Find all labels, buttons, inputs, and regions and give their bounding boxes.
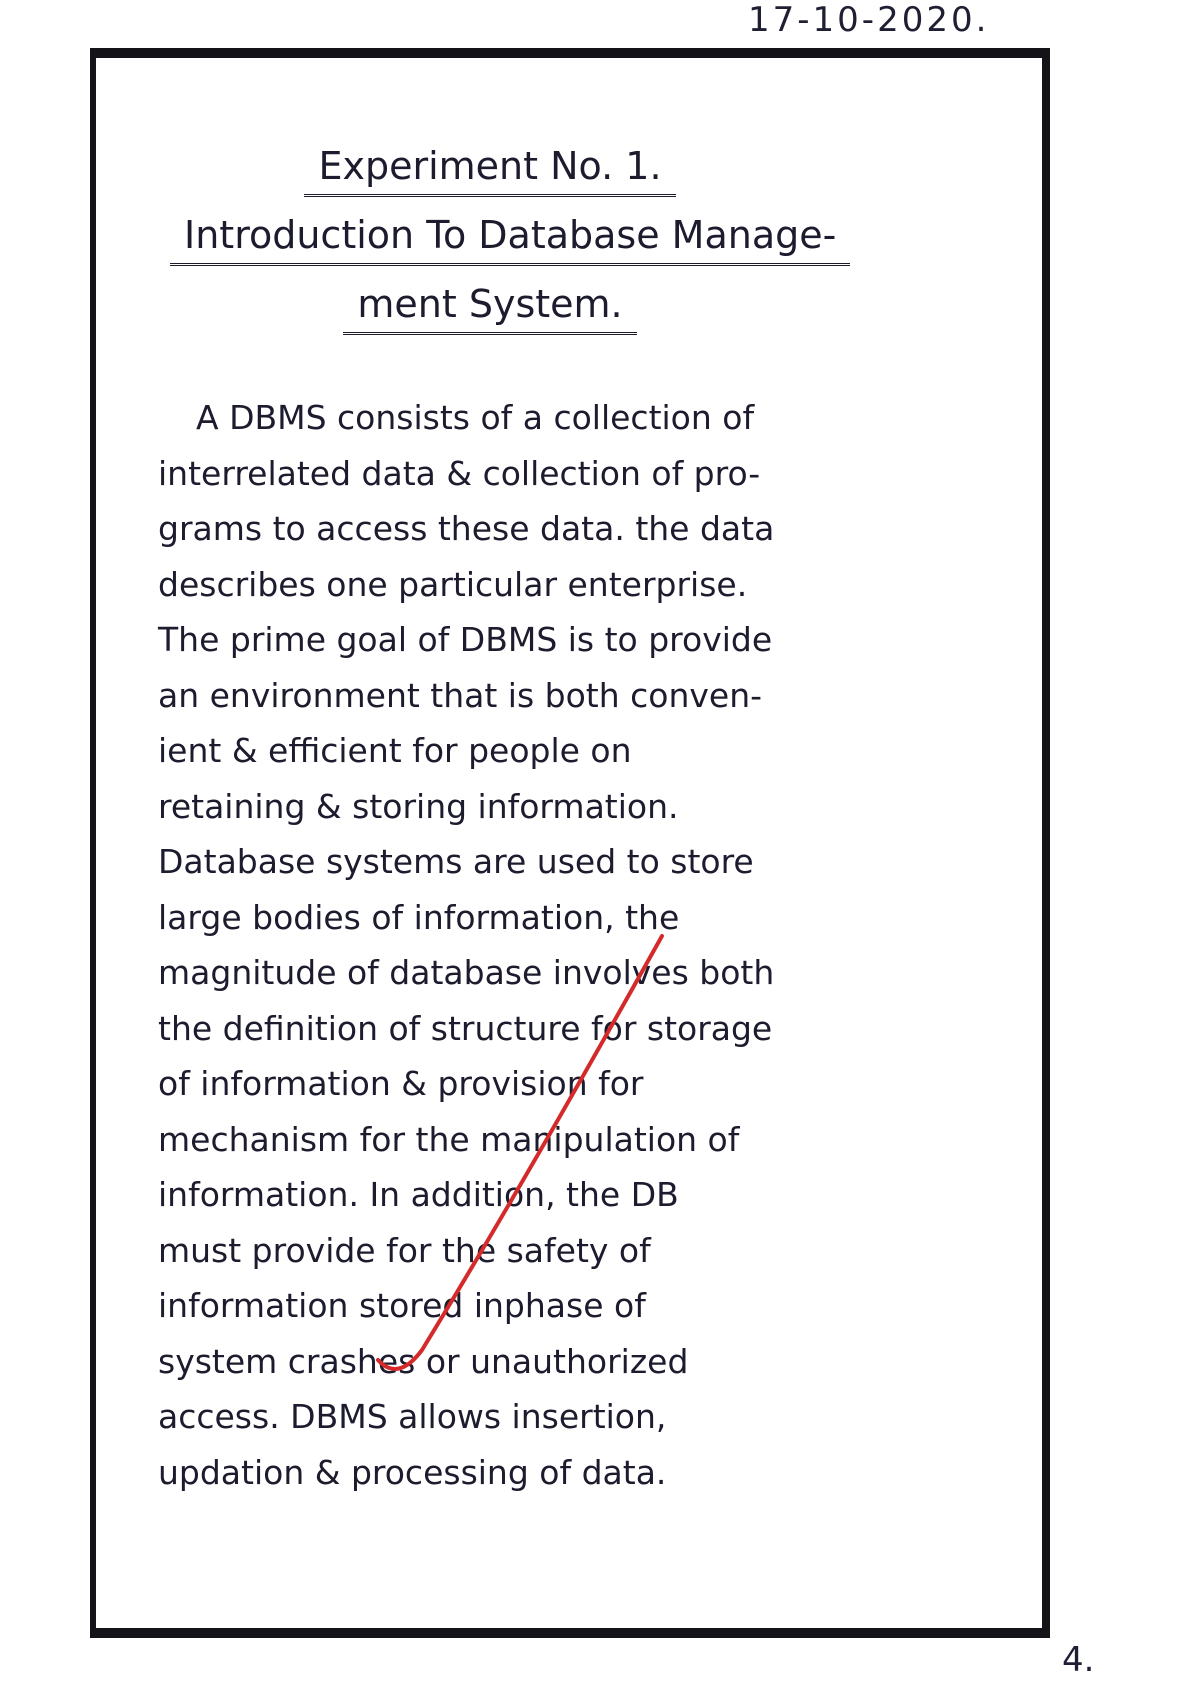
- red-check-mark-icon: [370, 930, 670, 1390]
- body-line: magnitude of database involves both: [158, 953, 775, 992]
- body-line: must provide for the safety of: [158, 1230, 651, 1270]
- date: 17-10-2020.: [748, 0, 990, 40]
- body-line: system crashes or unauthorized: [158, 1341, 689, 1381]
- body-line: information stored inphase of: [158, 1286, 646, 1325]
- body-line: Database systems are used to store: [158, 842, 754, 881]
- body-line: The prime goal of DBMS is to provide: [158, 620, 773, 659]
- body-line: grams to access these data. the data: [158, 509, 775, 548]
- body-line: describes one particular enterprise.: [158, 564, 748, 604]
- title-line-1: Experiment No. 1.: [304, 140, 675, 197]
- experiment-title: [170, 140, 837, 347]
- body-line: large bodies of information, the: [158, 897, 680, 937]
- body-line: updation & processing of data.: [158, 1452, 667, 1492]
- body-line: access. DBMS allows insertion,: [158, 1397, 667, 1436]
- body-line: the definition of structure for storage: [158, 1008, 773, 1048]
- page-number: 4.: [1062, 1640, 1095, 1680]
- body-line: of information & provision for: [158, 1064, 644, 1103]
- body-line: mechanism for the manipulation of: [158, 1119, 740, 1159]
- body-line: interrelated data & collection of pro-: [158, 453, 761, 493]
- body-line: information. In addition, the DB: [158, 1175, 679, 1214]
- body-line: retaining & storing information.: [158, 786, 679, 826]
- title-line-2: Introduction To Database Manage-: [170, 209, 850, 266]
- body-line: A DBMS consists of a collection of: [196, 398, 755, 437]
- body-line: an environment that is both conven-: [158, 675, 763, 715]
- title-line-3: ment System.: [343, 278, 636, 335]
- body-line: ient & efficient for people on: [158, 731, 632, 770]
